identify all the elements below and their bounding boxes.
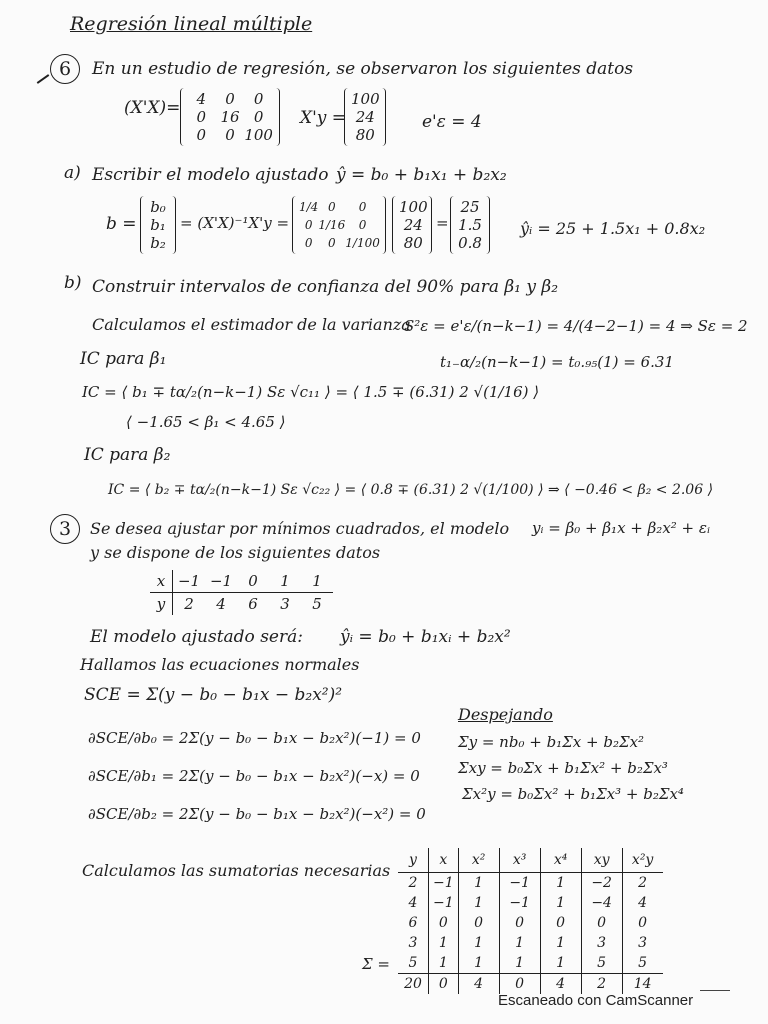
table-cell: 1 bbox=[540, 873, 581, 894]
sce-formula: SCE = Σ(y − b₀ − b₁x − b₂x²)² bbox=[84, 685, 343, 705]
table-cell: 0 bbox=[429, 913, 459, 933]
residual-sum: e'ε = 4 bbox=[422, 112, 482, 132]
table-cell: 20 bbox=[398, 974, 429, 995]
table-cell: 4 bbox=[216, 595, 226, 613]
table-header-cell: x bbox=[429, 848, 459, 873]
table-row bbox=[150, 593, 333, 616]
table-cell: 2 bbox=[622, 873, 663, 894]
table-cell: 1 bbox=[458, 873, 499, 894]
vector-cell: 24 bbox=[355, 108, 375, 126]
table-cell: −2 bbox=[581, 873, 622, 894]
matrix-cell: 0 bbox=[253, 108, 264, 126]
matrix-cell: 100 bbox=[244, 126, 273, 144]
table-row bbox=[398, 953, 663, 974]
variance-text: Calculamos el estimador de la varianza bbox=[92, 315, 411, 334]
vector-cell: b₀ bbox=[150, 198, 166, 216]
table-cell: 0 bbox=[540, 913, 581, 933]
derivative-b2: ∂SCE/∂b₂ = 2Σ(y − b₀ − b₁x − b₂x²)(−x²) = 0 bbox=[88, 805, 426, 823]
table-cell: 1 bbox=[458, 893, 499, 913]
table-cell: 6 bbox=[248, 595, 258, 613]
table-cell: −1 bbox=[173, 570, 206, 593]
table-cell: 3 bbox=[280, 595, 290, 613]
vector-cell: 100 bbox=[399, 198, 428, 216]
table-cell: 4 bbox=[458, 974, 499, 995]
vector-cell: 24 bbox=[403, 216, 423, 234]
table-row bbox=[398, 933, 663, 953]
part-b-text: Construir intervalos de confianza del 90% para β₁ y β₂ bbox=[92, 277, 559, 297]
table-cell: −1 bbox=[205, 570, 237, 593]
table-cell: y bbox=[150, 593, 173, 616]
matrix-cell: 0 bbox=[253, 90, 264, 108]
table-cell: 0 bbox=[429, 974, 459, 995]
table-cell: 6 bbox=[408, 915, 418, 931]
xtx-label: (X'X)= bbox=[124, 98, 181, 118]
table-cell: 2 bbox=[581, 974, 622, 995]
table-cell: 14 bbox=[622, 974, 663, 995]
scanner-footer: Escaneado con CamScanner bbox=[498, 992, 694, 1009]
matrix-cell: 0 bbox=[327, 236, 336, 250]
table-cell: x bbox=[150, 570, 173, 593]
table-cell: 0 bbox=[237, 570, 269, 593]
matrix-cell: 0 bbox=[327, 200, 336, 214]
matrix-cell: 0 bbox=[304, 218, 313, 232]
table-cell: 2 bbox=[408, 875, 418, 891]
table-total-row bbox=[398, 974, 663, 995]
table-cell: 5 bbox=[622, 953, 663, 974]
matrix-cell: 0 bbox=[358, 200, 367, 214]
table-header-cell: x² bbox=[458, 848, 499, 873]
table-row bbox=[150, 570, 333, 593]
xty-vector-2 bbox=[392, 196, 432, 254]
table-header-cell: y bbox=[398, 848, 429, 873]
table-cell: 0 bbox=[581, 913, 622, 933]
equals-sign: = bbox=[436, 214, 449, 232]
matrix-cell: 0 bbox=[358, 218, 367, 232]
ic2-formula: IC = ⟨ b₂ ∓ tα/₂(n−k−1) Sε √c₂₂ ⟩ = ⟨ 0.8 ∓ (6.31) 2 √(1/100) ⟩ ⇒ ⟨ −0.46 < β₂ < 2.06 ⟩ bbox=[108, 482, 714, 498]
pen-mark bbox=[37, 74, 50, 84]
normal-eq-2: Σxy = b₀Σx + b₁Σx² + b₂Σx³ bbox=[458, 759, 668, 777]
table-cell: −1 bbox=[429, 873, 459, 894]
sums-text: Calculamos las sumatorias necesarias bbox=[82, 861, 391, 880]
vector-cell: 80 bbox=[403, 234, 423, 252]
table-cell: 0 bbox=[499, 913, 540, 933]
footer-rule bbox=[700, 990, 730, 991]
table-cell: 5 bbox=[581, 953, 622, 974]
matrix-cell: 1/100 bbox=[345, 236, 380, 250]
part-a-text: Escribir el modelo ajustado bbox=[92, 165, 329, 185]
normal-eq-1: Σy = nb₀ + b₁Σx + b₂Σx² bbox=[458, 733, 645, 751]
table-cell: 1 bbox=[540, 893, 581, 913]
vector-cell: 25 bbox=[460, 198, 480, 216]
table-cell: 1 bbox=[301, 570, 333, 593]
problem2-model: yᵢ = β₀ + β₁x + β₂x² + εᵢ bbox=[532, 519, 710, 537]
part-b-label: b) bbox=[64, 273, 82, 293]
table-header-cell: xy bbox=[581, 848, 622, 873]
table-cell: 1 bbox=[540, 953, 581, 974]
table-cell: 5 bbox=[408, 955, 418, 971]
b-label: b = bbox=[106, 214, 137, 234]
vector-cell: b₁ bbox=[150, 216, 166, 234]
table-cell: 3 bbox=[408, 935, 418, 951]
t-value: t₁₋α/₂(n−k−1) = t₀.₉₅(1) = 6.31 bbox=[440, 353, 674, 371]
table-cell: 1 bbox=[429, 933, 459, 953]
table-cell: −1 bbox=[429, 893, 459, 913]
matrix-cell: 4 bbox=[196, 90, 207, 108]
normal-equations-text: Hallamos las ecuaciones normales bbox=[80, 655, 360, 674]
fitted-model: ŷ = b₀ + b₁x₁ + b₂x₂ bbox=[336, 165, 507, 185]
table-header-row bbox=[398, 848, 663, 873]
fitted-model-text: El modelo ajustado será: bbox=[90, 627, 303, 647]
table-cell: 4 bbox=[622, 893, 663, 913]
table-header-cell: x³ bbox=[499, 848, 540, 873]
derivative-b1: ∂SCE/∂b₁ = 2Σ(y − b₀ − b₁x − b₂x²)(−x) = 0 bbox=[88, 767, 420, 785]
b-vector bbox=[140, 196, 176, 254]
table-cell: 2 bbox=[184, 595, 194, 613]
problem2-line1: Se desea ajustar por mínimos cuadrados, el modelo bbox=[90, 519, 510, 538]
problem-number-circle: 3 bbox=[50, 514, 80, 544]
ic1-formula: IC = ⟨ b₁ ∓ tα/₂(n−k−1) Sε √c₁₁ ⟩ = ⟨ 1.5 ∓ (6.31) 2 √(1/16) ⟩ bbox=[82, 383, 540, 401]
variance-formula: S²ε = e'ε/(n−k−1) = 4/(4−2−1) = 4 ⇒ Sε = 2 bbox=[404, 317, 748, 335]
ic2-title: IC para β₂ bbox=[84, 445, 171, 465]
inverse-matrix bbox=[292, 196, 386, 254]
table-cell: 1 bbox=[269, 570, 301, 593]
matrix-cell: 0 bbox=[196, 108, 207, 126]
vector-cell: 80 bbox=[355, 126, 375, 144]
sigma-label: Σ = bbox=[362, 955, 390, 973]
problem1-statement: En un estudio de regresión, se observaron los siguientes datos bbox=[92, 59, 634, 79]
table-cell: 0 bbox=[499, 974, 540, 995]
result-vector bbox=[450, 196, 490, 254]
matrix-cell: 0 bbox=[196, 126, 207, 144]
matrix-cell: 0 bbox=[225, 90, 235, 108]
table-cell: 1 bbox=[540, 933, 581, 953]
xty-vector bbox=[344, 88, 386, 146]
matrix-cell: 1/4 bbox=[299, 200, 319, 214]
table-header-cell: x⁴ bbox=[540, 848, 581, 873]
vector-cell: b₂ bbox=[150, 234, 166, 252]
table-cell: 1 bbox=[499, 933, 540, 953]
sums-table bbox=[398, 848, 663, 994]
table-cell: 3 bbox=[581, 933, 622, 953]
problem-number-circle: 6 bbox=[50, 54, 80, 84]
table-row bbox=[398, 873, 663, 894]
table-cell: −1 bbox=[499, 893, 540, 913]
table-row bbox=[398, 893, 663, 913]
table-cell: 1 bbox=[458, 933, 499, 953]
ic1-result: ⟨ −1.65 < β₁ < 4.65 ⟩ bbox=[126, 413, 286, 431]
table-cell: 0 bbox=[458, 913, 499, 933]
table-cell: 5 bbox=[312, 595, 322, 613]
part-a-label: a) bbox=[64, 163, 81, 183]
table-cell: 1 bbox=[458, 953, 499, 974]
b-equation: = (X'X)⁻¹X'y = bbox=[180, 214, 290, 232]
matrix-cell: 0 bbox=[225, 126, 235, 144]
matrix-cell: 16 bbox=[220, 108, 240, 126]
table-header-cell: x²y bbox=[622, 848, 663, 873]
problem2-line2: y se dispone de los siguientes datos bbox=[90, 543, 381, 562]
table-cell: 1 bbox=[499, 953, 540, 974]
table-cell: 4 bbox=[540, 974, 581, 995]
vector-cell: 0.8 bbox=[458, 234, 482, 252]
table-cell: 0 bbox=[622, 913, 663, 933]
table-cell: 3 bbox=[622, 933, 663, 953]
vector-cell: 1.5 bbox=[458, 216, 482, 234]
table-cell: −1 bbox=[499, 873, 540, 894]
table-row bbox=[398, 913, 663, 933]
table-cell: 4 bbox=[408, 895, 418, 911]
table-cell: −4 bbox=[581, 893, 622, 913]
data-table bbox=[150, 570, 333, 615]
vector-cell: 100 bbox=[351, 90, 380, 108]
page-title: Regresión lineal múltiple bbox=[70, 13, 313, 35]
xtx-matrix bbox=[180, 88, 280, 146]
xty-label: X'y = bbox=[300, 108, 347, 128]
matrix-cell: 1/16 bbox=[318, 218, 346, 232]
despejando-heading: Despejando bbox=[458, 705, 553, 724]
derivative-b0: ∂SCE/∂b₀ = 2Σ(y − b₀ − b₁x − b₂x²)(−1) = 0 bbox=[88, 729, 421, 747]
matrix-cell: 0 bbox=[304, 236, 313, 250]
fitted-model-equation: ŷᵢ = b₀ + b₁xᵢ + b₂x² bbox=[340, 627, 511, 647]
ic1-title: IC para β₁ bbox=[80, 349, 167, 369]
normal-eq-3: Σx²y = b₀Σx² + b₁Σx³ + b₂Σx⁴ bbox=[462, 785, 684, 803]
table-cell: 1 bbox=[429, 953, 459, 974]
fitted-equation: ŷᵢ = 25 + 1.5x₁ + 0.8x₂ bbox=[520, 219, 706, 238]
